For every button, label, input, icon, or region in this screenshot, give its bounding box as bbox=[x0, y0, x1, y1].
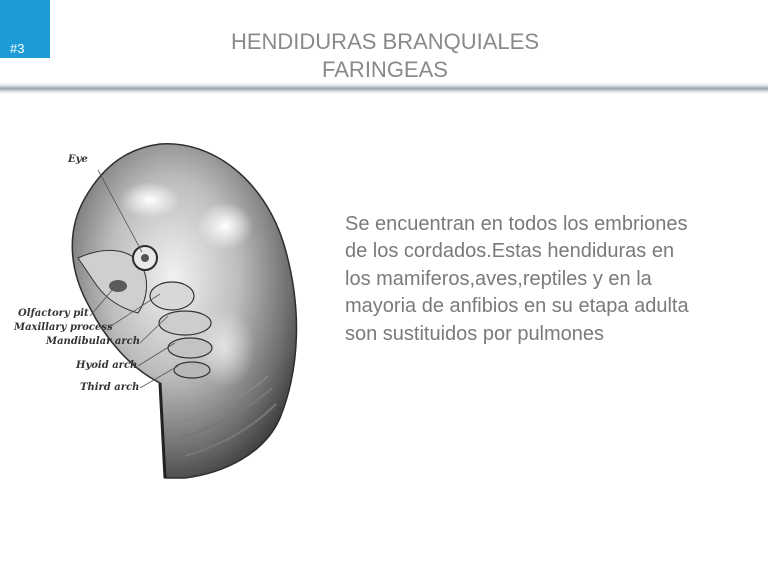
title-line-2: FARINGEAS bbox=[322, 57, 448, 82]
header-divider bbox=[0, 82, 768, 94]
label-olfactory-pit: Olfactory pit bbox=[18, 308, 89, 319]
slide-title bbox=[150, 28, 620, 84]
body-paragraph: Se encuentran en todos los embriones de los cordados.Estas hendiduras en los mamiferos,aves,reptiles y en la mayoria de anfibios en su etapa adulta son sustituidos por pulmones bbox=[345, 213, 689, 345]
embryo-illustration bbox=[10, 138, 310, 488]
label-maxillary-process: Maxillary process bbox=[14, 322, 113, 333]
slide-number: #3 bbox=[10, 41, 25, 56]
label-third-arch: Third arch bbox=[80, 382, 140, 393]
label-eye: Eye bbox=[68, 154, 88, 165]
label-hyoid-arch: Hyoid arch bbox=[76, 360, 138, 371]
title-line-1: HENDIDURAS BRANQUIALES bbox=[230, 29, 540, 54]
label-mandibular-arch: Mandibular arch bbox=[46, 336, 141, 347]
slide-number-tab bbox=[0, 0, 50, 58]
